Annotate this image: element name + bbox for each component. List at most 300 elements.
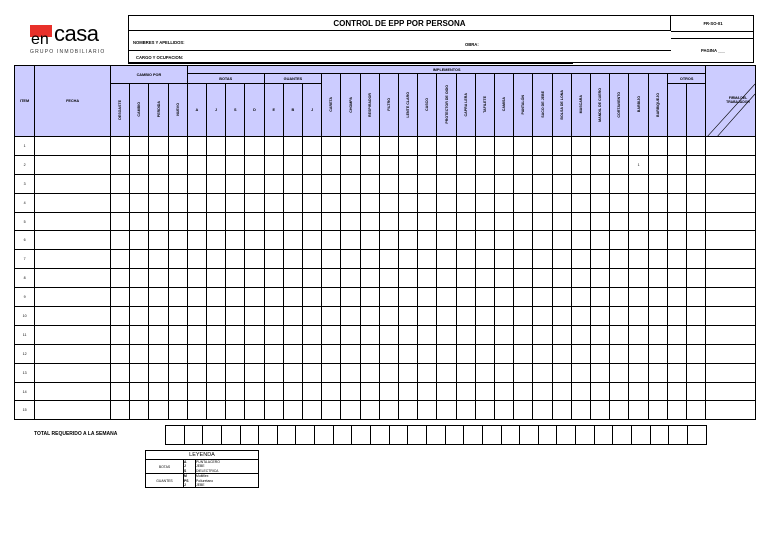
entry-cell[interactable] <box>571 401 590 420</box>
entry-cell[interactable] <box>149 174 168 193</box>
entry-cell[interactable] <box>629 212 648 231</box>
entry-cell[interactable] <box>571 325 590 344</box>
entry-cell[interactable] <box>475 193 494 212</box>
entry-cell[interactable] <box>149 250 168 269</box>
entry-cell[interactable] <box>571 155 590 174</box>
entry-cell[interactable] <box>533 137 552 156</box>
entry-cell[interactable] <box>341 250 360 269</box>
entry-cell[interactable] <box>111 174 130 193</box>
entry-cell[interactable] <box>283 363 302 382</box>
entry-cell[interactable] <box>687 344 706 363</box>
entry-cell[interactable] <box>648 344 667 363</box>
entry-cell[interactable] <box>437 382 456 401</box>
entry-cell[interactable] <box>264 325 283 344</box>
entry-cell[interactable] <box>379 212 398 231</box>
entry-cell[interactable] <box>149 212 168 231</box>
entry-cell[interactable] <box>533 401 552 420</box>
entry-cell[interactable] <box>552 307 571 326</box>
entry-cell[interactable] <box>437 269 456 288</box>
entry-cell[interactable] <box>168 155 187 174</box>
total-cell[interactable] <box>352 426 371 445</box>
entry-cell[interactable] <box>629 401 648 420</box>
entry-cell[interactable] <box>667 307 686 326</box>
entry-cell[interactable] <box>456 382 475 401</box>
entry-cell[interactable] <box>706 344 756 363</box>
entry-cell[interactable] <box>456 269 475 288</box>
entry-cell[interactable] <box>514 307 533 326</box>
entry-cell[interactable] <box>341 288 360 307</box>
total-cell[interactable] <box>221 426 240 445</box>
entry-cell[interactable] <box>418 231 437 250</box>
entry-cell[interactable] <box>706 363 756 382</box>
entry-cell[interactable] <box>399 288 418 307</box>
entry-cell[interactable] <box>629 288 648 307</box>
entry-cell[interactable] <box>111 250 130 269</box>
entry-cell[interactable] <box>533 344 552 363</box>
entry-cell[interactable] <box>245 174 264 193</box>
entry-cell[interactable] <box>495 193 514 212</box>
entry-cell[interactable] <box>552 137 571 156</box>
total-cell[interactable] <box>389 426 408 445</box>
entry-cell[interactable] <box>207 193 226 212</box>
entry-cell[interactable] <box>552 363 571 382</box>
entry-cell[interactable] <box>475 288 494 307</box>
entry-cell[interactable] <box>610 382 629 401</box>
entry-cell[interactable] <box>533 288 552 307</box>
date-cell[interactable] <box>35 231 111 250</box>
entry-cell[interactable] <box>475 325 494 344</box>
date-cell[interactable] <box>35 344 111 363</box>
entry-cell[interactable] <box>360 231 379 250</box>
entry-cell[interactable] <box>149 344 168 363</box>
entry-cell[interactable] <box>706 137 756 156</box>
entry-cell[interactable] <box>303 250 322 269</box>
entry-cell[interactable] <box>533 325 552 344</box>
entry-cell[interactable] <box>283 231 302 250</box>
entry-cell[interactable] <box>245 250 264 269</box>
entry-cell[interactable] <box>264 174 283 193</box>
entry-cell[interactable] <box>360 401 379 420</box>
total-cell[interactable] <box>576 426 595 445</box>
entry-cell[interactable] <box>341 193 360 212</box>
entry-cell[interactable] <box>437 155 456 174</box>
entry-cell[interactable] <box>130 174 149 193</box>
entry-cell[interactable] <box>706 250 756 269</box>
entry-cell[interactable] <box>514 382 533 401</box>
entry-cell[interactable] <box>264 193 283 212</box>
entry-cell[interactable] <box>610 155 629 174</box>
entry-cell[interactable] <box>610 212 629 231</box>
entry-cell[interactable] <box>187 231 206 250</box>
entry-cell[interactable] <box>187 344 206 363</box>
entry-cell[interactable] <box>687 193 706 212</box>
entry-cell[interactable] <box>610 307 629 326</box>
entry-cell[interactable] <box>687 307 706 326</box>
entry-cell[interactable] <box>245 401 264 420</box>
entry-cell[interactable] <box>303 325 322 344</box>
entry-cell[interactable] <box>187 401 206 420</box>
date-cell[interactable] <box>35 401 111 420</box>
total-cell[interactable] <box>184 426 203 445</box>
entry-cell[interactable] <box>418 212 437 231</box>
entry-cell[interactable] <box>149 269 168 288</box>
entry-cell[interactable] <box>264 212 283 231</box>
entry-cell[interactable] <box>168 344 187 363</box>
entry-cell[interactable] <box>475 174 494 193</box>
entry-cell[interactable] <box>514 155 533 174</box>
entry-cell[interactable] <box>360 193 379 212</box>
entry-cell[interactable] <box>360 174 379 193</box>
entry-cell[interactable] <box>437 250 456 269</box>
entry-cell[interactable] <box>629 325 648 344</box>
total-cell[interactable] <box>501 426 520 445</box>
entry-cell[interactable] <box>360 137 379 156</box>
total-cell[interactable] <box>296 426 315 445</box>
entry-cell[interactable] <box>533 307 552 326</box>
entry-cell[interactable] <box>168 174 187 193</box>
date-cell[interactable] <box>35 269 111 288</box>
entry-cell[interactable] <box>341 269 360 288</box>
entry-cell[interactable] <box>552 325 571 344</box>
entry-cell[interactable] <box>341 307 360 326</box>
entry-cell[interactable] <box>130 363 149 382</box>
entry-cell[interactable] <box>111 401 130 420</box>
entry-cell[interactable] <box>533 155 552 174</box>
entry-cell[interactable] <box>533 231 552 250</box>
entry-cell[interactable] <box>379 363 398 382</box>
total-cell[interactable] <box>632 426 651 445</box>
entry-cell[interactable] <box>187 288 206 307</box>
entry-cell[interactable] <box>495 382 514 401</box>
entry-cell[interactable] <box>456 401 475 420</box>
entry-cell[interactable] <box>648 363 667 382</box>
entry-cell[interactable] <box>226 269 245 288</box>
entry-cell[interactable] <box>591 288 610 307</box>
entry-cell[interactable] <box>495 325 514 344</box>
entry-cell[interactable] <box>533 212 552 231</box>
entry-cell[interactable] <box>130 382 149 401</box>
entry-cell[interactable] <box>571 193 590 212</box>
entry-cell[interactable] <box>111 212 130 231</box>
entry-cell[interactable] <box>610 231 629 250</box>
entry-cell[interactable] <box>226 193 245 212</box>
entry-cell[interactable] <box>379 193 398 212</box>
entry-cell[interactable] <box>591 250 610 269</box>
entry-cell[interactable] <box>706 269 756 288</box>
entry-cell[interactable] <box>245 137 264 156</box>
entry-cell[interactable] <box>226 382 245 401</box>
entry-cell[interactable] <box>591 401 610 420</box>
entry-cell[interactable] <box>456 155 475 174</box>
entry-cell[interactable] <box>495 269 514 288</box>
entry-cell[interactable] <box>418 363 437 382</box>
entry-cell[interactable] <box>303 307 322 326</box>
entry-cell[interactable] <box>495 363 514 382</box>
entry-cell[interactable] <box>591 363 610 382</box>
row2-mark[interactable]: 1 <box>629 155 648 174</box>
entry-cell[interactable] <box>437 288 456 307</box>
entry-cell[interactable] <box>552 288 571 307</box>
total-cell[interactable] <box>240 426 259 445</box>
entry-cell[interactable] <box>437 212 456 231</box>
entry-cell[interactable] <box>207 382 226 401</box>
entry-cell[interactable] <box>360 212 379 231</box>
entry-cell[interactable] <box>322 307 341 326</box>
entry-cell[interactable] <box>399 325 418 344</box>
entry-cell[interactable] <box>437 231 456 250</box>
entry-cell[interactable] <box>322 250 341 269</box>
entry-cell[interactable] <box>629 250 648 269</box>
entry-cell[interactable] <box>610 344 629 363</box>
entry-cell[interactable] <box>283 155 302 174</box>
entry-cell[interactable] <box>283 288 302 307</box>
entry-cell[interactable] <box>610 250 629 269</box>
entry-cell[interactable] <box>283 325 302 344</box>
entry-cell[interactable] <box>610 325 629 344</box>
entry-cell[interactable] <box>187 250 206 269</box>
entry-cell[interactable] <box>399 137 418 156</box>
entry-cell[interactable] <box>149 401 168 420</box>
entry-cell[interactable] <box>264 155 283 174</box>
entry-cell[interactable] <box>456 288 475 307</box>
entry-cell[interactable] <box>495 155 514 174</box>
entry-cell[interactable] <box>418 174 437 193</box>
entry-cell[interactable] <box>495 231 514 250</box>
entry-cell[interactable] <box>245 363 264 382</box>
entry-cell[interactable] <box>571 288 590 307</box>
entry-cell[interactable] <box>341 382 360 401</box>
entry-cell[interactable] <box>303 137 322 156</box>
entry-cell[interactable] <box>629 363 648 382</box>
entry-cell[interactable] <box>207 325 226 344</box>
entry-cell[interactable] <box>706 155 756 174</box>
entry-cell[interactable] <box>533 250 552 269</box>
entry-cell[interactable] <box>687 174 706 193</box>
entry-cell[interactable] <box>379 382 398 401</box>
entry-cell[interactable] <box>111 344 130 363</box>
entry-cell[interactable] <box>207 174 226 193</box>
entry-cell[interactable] <box>629 269 648 288</box>
entry-cell[interactable] <box>552 174 571 193</box>
entry-cell[interactable] <box>226 401 245 420</box>
entry-cell[interactable] <box>207 363 226 382</box>
entry-cell[interactable] <box>341 137 360 156</box>
entry-cell[interactable] <box>648 212 667 231</box>
entry-cell[interactable] <box>610 174 629 193</box>
entry-cell[interactable] <box>495 344 514 363</box>
entry-cell[interactable] <box>667 269 686 288</box>
total-cell[interactable] <box>408 426 427 445</box>
entry-cell[interactable] <box>629 307 648 326</box>
entry-cell[interactable] <box>264 269 283 288</box>
entry-cell[interactable] <box>475 269 494 288</box>
entry-cell[interactable] <box>245 344 264 363</box>
entry-cell[interactable] <box>571 137 590 156</box>
entry-cell[interactable] <box>264 382 283 401</box>
entry-cell[interactable] <box>399 212 418 231</box>
entry-cell[interactable] <box>514 344 533 363</box>
entry-cell[interactable] <box>360 325 379 344</box>
entry-cell[interactable] <box>667 174 686 193</box>
entry-cell[interactable] <box>207 212 226 231</box>
entry-cell[interactable] <box>687 155 706 174</box>
total-cell[interactable] <box>482 426 501 445</box>
total-cell[interactable] <box>203 426 222 445</box>
entry-cell[interactable] <box>379 231 398 250</box>
entry-cell[interactable] <box>418 193 437 212</box>
total-cell[interactable] <box>259 426 278 445</box>
entry-cell[interactable] <box>341 212 360 231</box>
entry-cell[interactable] <box>283 344 302 363</box>
entry-cell[interactable] <box>687 231 706 250</box>
entry-cell[interactable] <box>322 212 341 231</box>
entry-cell[interactable] <box>283 269 302 288</box>
entry-cell[interactable] <box>399 250 418 269</box>
entry-cell[interactable] <box>475 155 494 174</box>
entry-cell[interactable] <box>245 325 264 344</box>
entry-cell[interactable] <box>418 269 437 288</box>
entry-cell[interactable] <box>379 250 398 269</box>
entry-cell[interactable] <box>322 269 341 288</box>
entry-cell[interactable] <box>379 401 398 420</box>
entry-cell[interactable] <box>226 231 245 250</box>
entry-cell[interactable] <box>437 325 456 344</box>
entry-cell[interactable] <box>130 269 149 288</box>
entry-cell[interactable] <box>571 307 590 326</box>
entry-cell[interactable] <box>111 288 130 307</box>
entry-cell[interactable] <box>610 401 629 420</box>
entry-cell[interactable] <box>360 155 379 174</box>
entry-cell[interactable] <box>418 250 437 269</box>
entry-cell[interactable] <box>591 212 610 231</box>
entry-cell[interactable] <box>322 401 341 420</box>
entry-cell[interactable] <box>456 174 475 193</box>
entry-cell[interactable] <box>495 401 514 420</box>
entry-cell[interactable] <box>514 174 533 193</box>
total-cell[interactable] <box>520 426 539 445</box>
entry-cell[interactable] <box>130 250 149 269</box>
entry-cell[interactable] <box>571 363 590 382</box>
entry-cell[interactable] <box>687 212 706 231</box>
entry-cell[interactable] <box>399 231 418 250</box>
entry-cell[interactable] <box>456 193 475 212</box>
entry-cell[interactable] <box>187 212 206 231</box>
total-cell[interactable] <box>445 426 464 445</box>
entry-cell[interactable] <box>111 307 130 326</box>
entry-cell[interactable] <box>475 137 494 156</box>
entry-cell[interactable] <box>495 174 514 193</box>
entry-cell[interactable] <box>168 212 187 231</box>
entry-cell[interactable] <box>648 231 667 250</box>
entry-cell[interactable] <box>226 212 245 231</box>
entry-cell[interactable] <box>207 231 226 250</box>
entry-cell[interactable] <box>667 137 686 156</box>
date-cell[interactable] <box>35 250 111 269</box>
entry-cell[interactable] <box>648 307 667 326</box>
total-cell[interactable] <box>464 426 483 445</box>
entry-cell[interactable] <box>629 382 648 401</box>
entry-cell[interactable] <box>264 250 283 269</box>
entry-cell[interactable] <box>322 231 341 250</box>
entry-cell[interactable] <box>264 307 283 326</box>
entry-cell[interactable] <box>629 174 648 193</box>
entry-cell[interactable] <box>187 193 206 212</box>
entry-cell[interactable] <box>456 212 475 231</box>
entry-cell[interactable] <box>168 288 187 307</box>
entry-cell[interactable] <box>226 155 245 174</box>
entry-cell[interactable] <box>303 193 322 212</box>
entry-cell[interactable] <box>111 382 130 401</box>
entry-cell[interactable] <box>360 288 379 307</box>
total-cell[interactable] <box>371 426 390 445</box>
entry-cell[interactable] <box>533 174 552 193</box>
entry-cell[interactable] <box>130 155 149 174</box>
entry-cell[interactable] <box>437 363 456 382</box>
entry-cell[interactable] <box>495 288 514 307</box>
entry-cell[interactable] <box>514 137 533 156</box>
entry-cell[interactable] <box>706 401 756 420</box>
entry-cell[interactable] <box>226 250 245 269</box>
entry-cell[interactable] <box>437 174 456 193</box>
entry-cell[interactable] <box>687 137 706 156</box>
entry-cell[interactable] <box>226 137 245 156</box>
entry-cell[interactable] <box>475 344 494 363</box>
entry-cell[interactable] <box>303 363 322 382</box>
entry-cell[interactable] <box>303 269 322 288</box>
entry-cell[interactable] <box>207 137 226 156</box>
entry-cell[interactable] <box>379 344 398 363</box>
entry-cell[interactable] <box>706 231 756 250</box>
entry-cell[interactable] <box>456 250 475 269</box>
entry-cell[interactable] <box>130 401 149 420</box>
entry-cell[interactable] <box>648 269 667 288</box>
entry-cell[interactable] <box>687 325 706 344</box>
entry-cell[interactable] <box>495 307 514 326</box>
entry-cell[interactable] <box>130 325 149 344</box>
entry-cell[interactable] <box>610 269 629 288</box>
total-cell[interactable] <box>650 426 669 445</box>
entry-cell[interactable] <box>187 174 206 193</box>
entry-cell[interactable] <box>322 344 341 363</box>
date-cell[interactable] <box>35 325 111 344</box>
entry-cell[interactable] <box>629 344 648 363</box>
total-cell[interactable] <box>277 426 296 445</box>
entry-cell[interactable] <box>303 174 322 193</box>
total-cell[interactable] <box>538 426 557 445</box>
entry-cell[interactable] <box>207 155 226 174</box>
entry-cell[interactable] <box>648 155 667 174</box>
entry-cell[interactable] <box>687 250 706 269</box>
entry-cell[interactable] <box>149 363 168 382</box>
entry-cell[interactable] <box>552 344 571 363</box>
entry-cell[interactable] <box>418 288 437 307</box>
entry-cell[interactable] <box>168 325 187 344</box>
entry-cell[interactable] <box>303 212 322 231</box>
entry-cell[interactable] <box>245 193 264 212</box>
entry-cell[interactable] <box>303 155 322 174</box>
entry-cell[interactable] <box>533 193 552 212</box>
total-cell[interactable] <box>557 426 576 445</box>
entry-cell[interactable] <box>322 382 341 401</box>
entry-cell[interactable] <box>187 325 206 344</box>
date-cell[interactable] <box>35 212 111 231</box>
entry-cell[interactable] <box>687 401 706 420</box>
entry-cell[interactable] <box>111 269 130 288</box>
entry-cell[interactable] <box>495 212 514 231</box>
entry-cell[interactable] <box>514 269 533 288</box>
entry-cell[interactable] <box>379 155 398 174</box>
entry-cell[interactable] <box>591 231 610 250</box>
